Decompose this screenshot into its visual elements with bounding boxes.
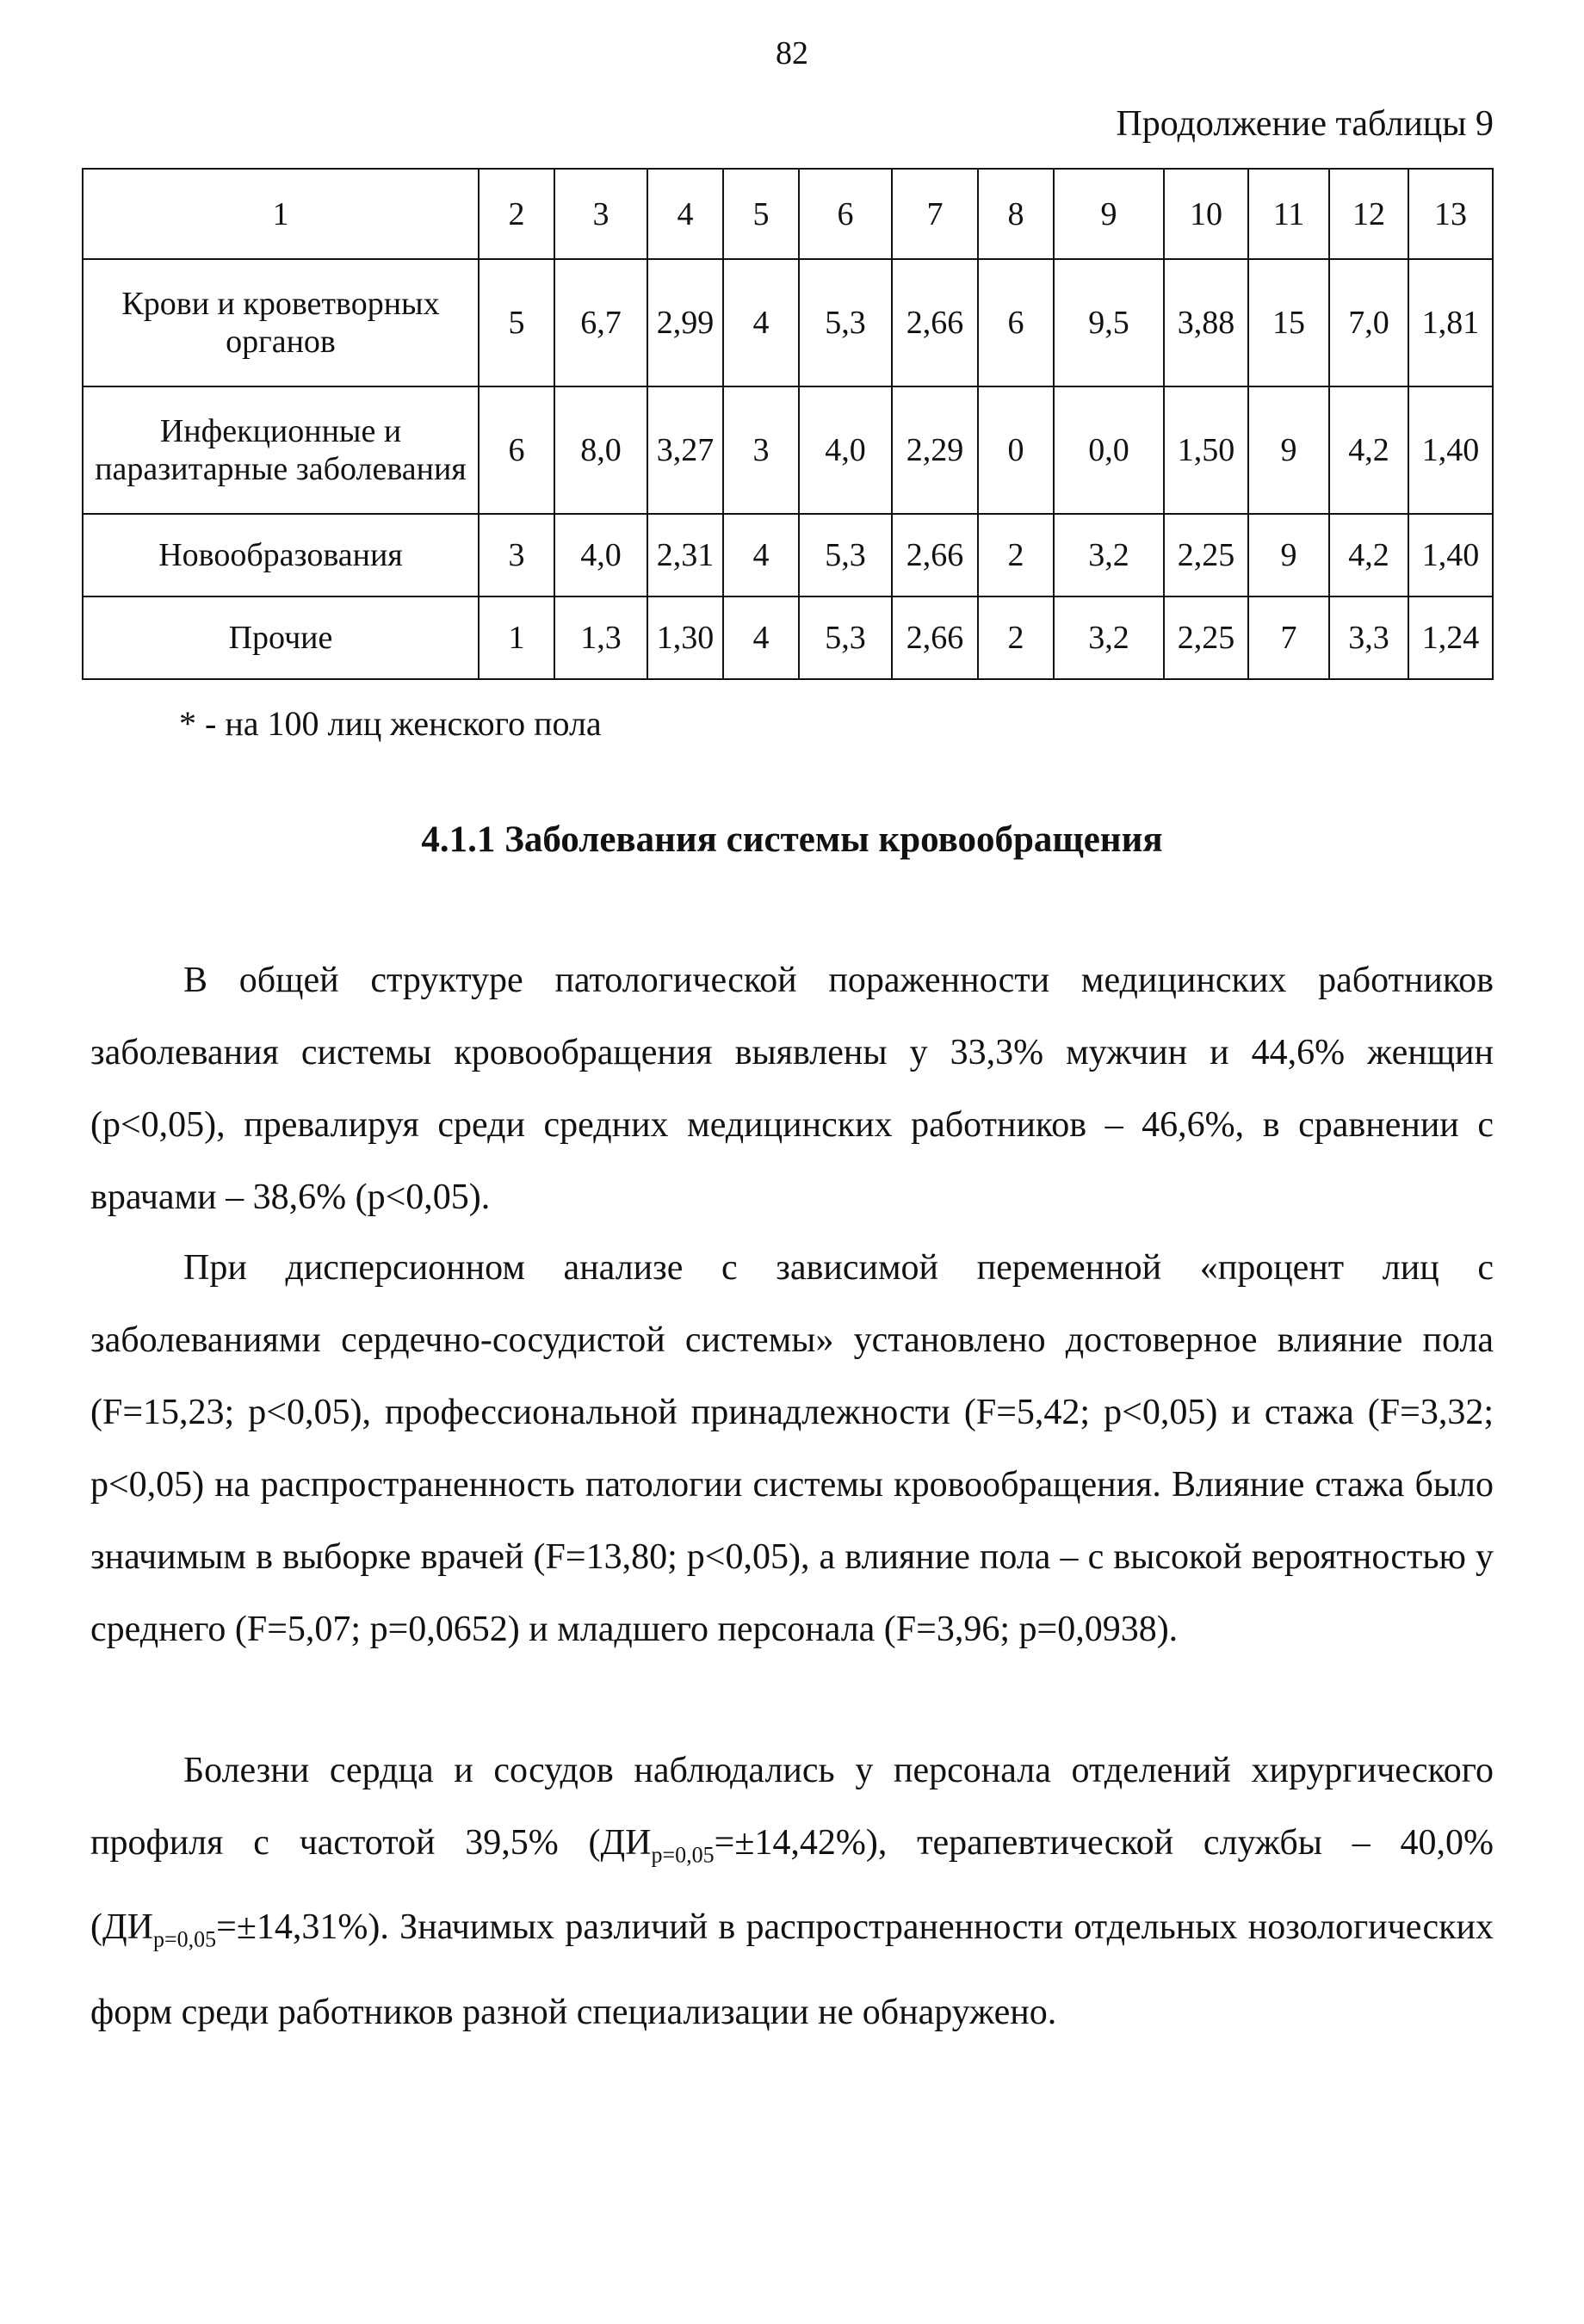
table-cell: 3 <box>479 514 554 596</box>
header-cell: 6 <box>799 169 892 259</box>
row-name: Новообразования <box>83 514 479 596</box>
table-cell: 2,29 <box>892 386 978 514</box>
table-cell: 3,88 <box>1164 259 1248 386</box>
table-cell: 1,40 <box>1408 514 1493 596</box>
table-row <box>83 386 1493 514</box>
header-cell: 8 <box>978 169 1054 259</box>
table-cell: 5,3 <box>799 596 892 679</box>
table-row <box>83 596 1493 679</box>
table-cell: 2,66 <box>892 596 978 679</box>
header-cell: 12 <box>1329 169 1408 259</box>
table-cell: 0 <box>978 386 1054 514</box>
row-name: Прочие <box>83 596 479 679</box>
header-cell: 4 <box>647 169 723 259</box>
table-cell: 6 <box>479 386 554 514</box>
table-cell: 1,50 <box>1164 386 1248 514</box>
table-cell: 9,5 <box>1054 259 1164 386</box>
table-cell: 3,2 <box>1054 596 1164 679</box>
subscript: p=0,05 <box>651 1842 715 1868</box>
table-cell: 1,3 <box>554 596 647 679</box>
paragraph: При дисперсионном анализе с зависимой переменной «процент лиц с заболеваниями сердечно-сосудистой системы» установлено достоверное влияние пола (F=15,23; p<0,05), профессиональной принадлежности (F=5,42; p<0,05) и стажа (F=3,32; p<0,05) на распространенность патологии системы кровообращения. Влияние стажа было значимым в выборке врачей (F=13,80; p<0,05), а влияние пола – с высокой вероятностью у среднего (F=5,07; p=0,0652) и младшего персонала (F=3,96; p=0,0938). <box>90 1248 1494 1649</box>
table-cell: 2,25 <box>1164 514 1248 596</box>
table-cell: 3,3 <box>1329 596 1408 679</box>
table-cell: 1,24 <box>1408 596 1493 679</box>
table-row <box>83 514 1493 596</box>
table-cell: 5 <box>479 259 554 386</box>
data-table <box>82 168 1494 680</box>
table-cell: 4 <box>723 259 799 386</box>
table-cell: 6 <box>978 259 1054 386</box>
table-cell: 3,27 <box>647 386 723 514</box>
table-cell: 7 <box>1248 596 1329 679</box>
table-cell: 2 <box>978 514 1054 596</box>
table-cell: 1 <box>479 596 554 679</box>
table-cell: 2,66 <box>892 259 978 386</box>
table-cell: 1,81 <box>1408 259 1493 386</box>
table-cell: 8,0 <box>554 386 647 514</box>
header-cell: 7 <box>892 169 978 259</box>
table-header-row <box>83 169 1493 259</box>
table-cell: 4 <box>723 514 799 596</box>
table-cell: 2 <box>978 596 1054 679</box>
paragraph-text: =±14,31%). Значимых различий в распространенности отдельных нозологических форм среди работников разной специализации не обнаружено. <box>90 1907 1494 2032</box>
table-cell: 3 <box>723 386 799 514</box>
subscript: p=0,05 <box>152 1926 217 1952</box>
table-cell: 4 <box>723 596 799 679</box>
paragraph <box>90 1734 1494 2049</box>
table-cell: 4,0 <box>799 386 892 514</box>
table-cell: 1,40 <box>1408 386 1493 514</box>
table-cell: 2,25 <box>1164 596 1248 679</box>
section-heading: 4.1.1 Заболевания системы кровообращения <box>421 819 1163 860</box>
table-cell: 15 <box>1248 259 1329 386</box>
table-cell: 4,0 <box>554 514 647 596</box>
header-cell: 3 <box>554 169 647 259</box>
table-cell: 7,0 <box>1329 259 1408 386</box>
table-cell: 4,2 <box>1329 514 1408 596</box>
paragraph-text: Болезни сердца и сосудов наблюдались у персонала отделений хирургического профиля с частотой 39,5% (ДИ <box>90 1751 1494 1863</box>
header-cell: 2 <box>479 169 554 259</box>
table-cell: 0,0 <box>1054 386 1164 514</box>
table-row <box>83 259 1493 386</box>
table-cell: 9 <box>1248 514 1329 596</box>
header-cell: 13 <box>1408 169 1493 259</box>
table-footnote: * - на 100 лиц женского пола <box>179 704 602 743</box>
row-name: Крови и кроветворных органов <box>83 259 479 386</box>
table-cell: 1,30 <box>647 596 723 679</box>
table-cell: 5,3 <box>799 259 892 386</box>
table-cell: 4,2 <box>1329 386 1408 514</box>
paragraph-text: =±14,42%), терапевтической службы – 40,0% (ДИ <box>90 1823 1494 1948</box>
table-cell: 5,3 <box>799 514 892 596</box>
table-caption: Продолжение таблицы 9 <box>1116 104 1494 144</box>
table-cell: 6,7 <box>554 259 647 386</box>
page-number: 82 <box>776 35 808 71</box>
header-cell: 11 <box>1248 169 1329 259</box>
header-cell: 9 <box>1054 169 1164 259</box>
header-cell: 5 <box>723 169 799 259</box>
table-cell: 3,2 <box>1054 514 1164 596</box>
table-cell: 9 <box>1248 386 1329 514</box>
header-cell: 1 <box>83 169 479 259</box>
paragraph: В общей структуре патологической пораженности медицинских работников заболевания системы кровообращения выявлены у 33,3% мужчин и 44,6% женщин (p<0,05), превалируя среди средних медицинских работников – 46,6%, в сравнении с врачами – 38,6% (p<0,05). <box>90 961 1494 1217</box>
table-cell: 2,66 <box>892 514 978 596</box>
table-cell: 2,31 <box>647 514 723 596</box>
table-cell: 2,99 <box>647 259 723 386</box>
row-name: Инфекционные и паразитарные заболевания <box>83 386 479 514</box>
header-cell: 10 <box>1164 169 1248 259</box>
